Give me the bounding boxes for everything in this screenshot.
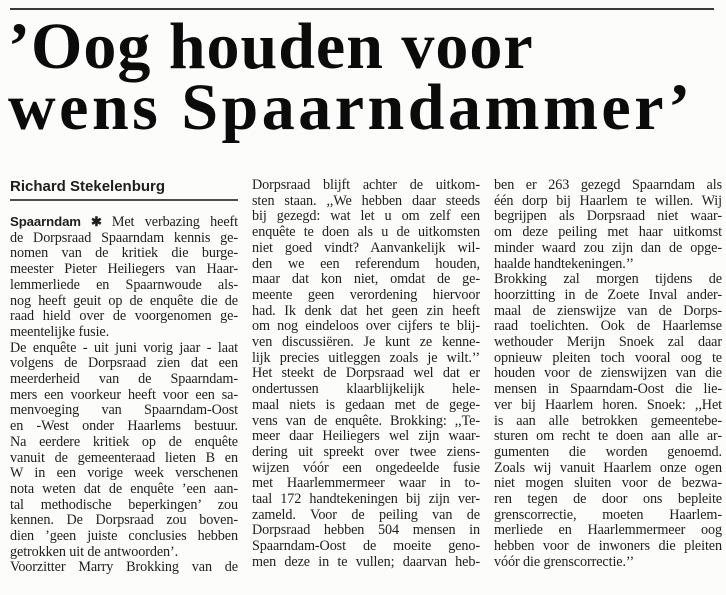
article-line: volgens de Dorpsraad zien dat een <box>10 355 238 372</box>
article-line: Brokking zal morgen tijdens de <box>494 271 722 288</box>
headline-line-1: ’Oog houden voor <box>8 10 534 83</box>
article-line: Na eerdere kritiek op de enquête <box>10 433 238 450</box>
article-line: en -West onder Haarlems bestuur. <box>10 418 238 435</box>
article-line: niet mogen sluiten voor de bezwa- <box>494 475 722 492</box>
article-line: begrijpen als Dorpsraad niet waar- <box>494 208 722 225</box>
article-line: W in een vorige week verschenen <box>10 465 238 482</box>
article-line: de Dorpsraad Spaarndam kennis ge- <box>10 229 238 246</box>
article-line: nog heeft geuit op de enquête die de <box>10 292 238 309</box>
article-line: ver bij Haarlem horen. Snoek: ,,Het <box>494 396 722 413</box>
article-line: Het steekt de Dorpsraad wel dat er <box>252 365 480 382</box>
article-line: opnieuw pleiten toch vooral oog te <box>494 349 722 366</box>
article-line: vóór die grenscorrectie.’’ <box>494 553 635 570</box>
article-line: Dorpsraad blijft achter de uitkom- <box>252 178 480 193</box>
column-1-body <box>10 214 238 576</box>
article-line: De enquête - uit juni vorig jaar - laat <box>10 339 238 356</box>
article-line: raad hield over de voorgenomen ge- <box>10 308 238 325</box>
article-line: merliede en Haarlemmermeer oog <box>494 522 722 539</box>
article-line: bij gezegd: wat let u om zelf een <box>252 208 480 225</box>
article-line: maal niets is gedaan met de gege- <box>252 396 480 413</box>
article-line: raad toelichten. Ook de Haarlemse <box>494 318 722 335</box>
article-line: nomen van de kritiek die burge- <box>10 245 238 262</box>
article-line: is aan alle betrokken gemeentebe- <box>494 412 722 429</box>
article-line: nota weten dat de enquête ’een aan- <box>10 480 238 497</box>
article-headline <box>8 10 720 144</box>
article-line: zameld. Voor de peiling van de <box>252 506 480 523</box>
article-line: mensen in Spaarndam-Oost die lie- <box>494 381 722 398</box>
article-line: vanuit de gemeenteraad lieten B en <box>10 449 238 466</box>
article-line: enquête te doen als u de uitkomsten <box>252 224 480 241</box>
article-line: lemmerliede en Spaarnwoude als- <box>10 276 238 293</box>
article-line: maar dat kon niet, omdat de ge- <box>252 271 480 288</box>
article-line: Spaarndam-Oost de moeite geno- <box>252 538 480 555</box>
article-line: Spaarndam ✱ Met verbazing heeft <box>10 214 238 230</box>
article-line: gumenten die worden genoemd. <box>494 443 722 460</box>
article-line: mers een voorkeur heeft voor een sa- <box>10 386 238 403</box>
dateline-place: Spaarndam <box>10 214 81 229</box>
article-line: ben er 263 gezegd Spaarndam als <box>494 178 722 193</box>
article-line: ondertussen klaarblijkelijk hele- <box>252 381 480 398</box>
article-line: getrokken uit de antwoorden’. <box>10 543 179 560</box>
article-line: kennen. De Dorpsraad zou boven- <box>10 512 238 529</box>
article-line: hoorzitting in de Zoete Inval ander- <box>494 286 722 303</box>
article-line: den we een referendum houden, <box>252 255 480 272</box>
article-line: hebben voor de inwoners die pleiten <box>494 538 722 555</box>
article-line: menvoeging van Spaarndam-Oost <box>10 402 238 419</box>
article-line: wijzen vóór een ongedeelde fusie <box>252 459 480 476</box>
article-line: men deze in te vullen; daarvan heb- <box>252 553 480 570</box>
article-line: ven discussiëren. Je kunt ze kenne- <box>252 334 480 351</box>
column-3-body <box>494 178 722 571</box>
article-line: grenscorrectie, moeten Haarlem- <box>494 506 722 523</box>
article-column-2 <box>252 178 480 571</box>
article-line: één dorp bij Haarlem te willen. Wij <box>494 192 722 209</box>
article-line: Dorpsraad hebben 504 mensen in <box>252 522 480 539</box>
article-line: om deze peiling met haar uitkomst <box>494 224 722 241</box>
article-line: maal de zienswijze van de Dorps- <box>494 302 722 319</box>
byline-author: Richard Stekelenburg <box>10 178 238 201</box>
article-line: taal 172 handtekeningen bij zijn ver- <box>252 491 480 508</box>
article-line: meentelijke fusie. <box>10 323 110 340</box>
article-line: om nog eindeloos over cijfers te blij- <box>252 318 480 335</box>
column-2-body <box>252 178 480 571</box>
article-line: sten staan. ,,We hebben daar steeds <box>252 192 480 209</box>
article-line: had. Ik denk dat het geen zin heeft <box>252 302 480 319</box>
article-line: haalde handtekeningen.’’ <box>494 255 634 272</box>
article-columns <box>10 178 722 576</box>
article-line: ren tegen de door ons bepleite <box>494 491 722 508</box>
article-line: dien ’geen juiste conclusies hebben <box>10 528 238 545</box>
article-line: Zoals wij vanuit Haarlem onze ogen <box>494 459 722 476</box>
article-line: met Haarlemmermeer waar in to- <box>252 475 480 492</box>
article-line: dering uit spreekt over twee ziens- <box>252 443 480 460</box>
article-line: niet goed vindt? Aanvankelijk wil- <box>252 239 480 256</box>
article-column-3 <box>494 178 722 571</box>
asterisk-icon: ✱ <box>80 214 112 229</box>
article-line: lijk precies uitleggen zoals je wilt.’’ <box>252 349 480 366</box>
article-line: meester Pieter Heiliegers van Haar- <box>10 261 238 278</box>
article-line: meente geen verordening hiervoor <box>252 286 480 303</box>
article-column-1 <box>10 178 238 576</box>
article-line: vens van de enquête. Brokking: ,,Te- <box>252 412 480 429</box>
article-line: meer daar Heiliegers wel zijn waar- <box>252 428 480 445</box>
article-line: houden voor de zienswijzen van die <box>494 365 722 382</box>
article-line: wethouder Merijn Snoek zal daar <box>494 334 722 351</box>
headline-line-2: wens Spaarndammer’ <box>8 71 694 144</box>
article-line: sturen om recht te doen aan alle ar- <box>494 428 722 445</box>
article-line: tal methodische beperkingen’ zou <box>10 496 238 513</box>
article-line: minder waard zou zijn dan de opge- <box>494 239 722 256</box>
article-line: Voorzitter Marry Brokking van de <box>10 559 238 576</box>
article-line: meerderheid van de Spaarndam- <box>10 371 238 388</box>
